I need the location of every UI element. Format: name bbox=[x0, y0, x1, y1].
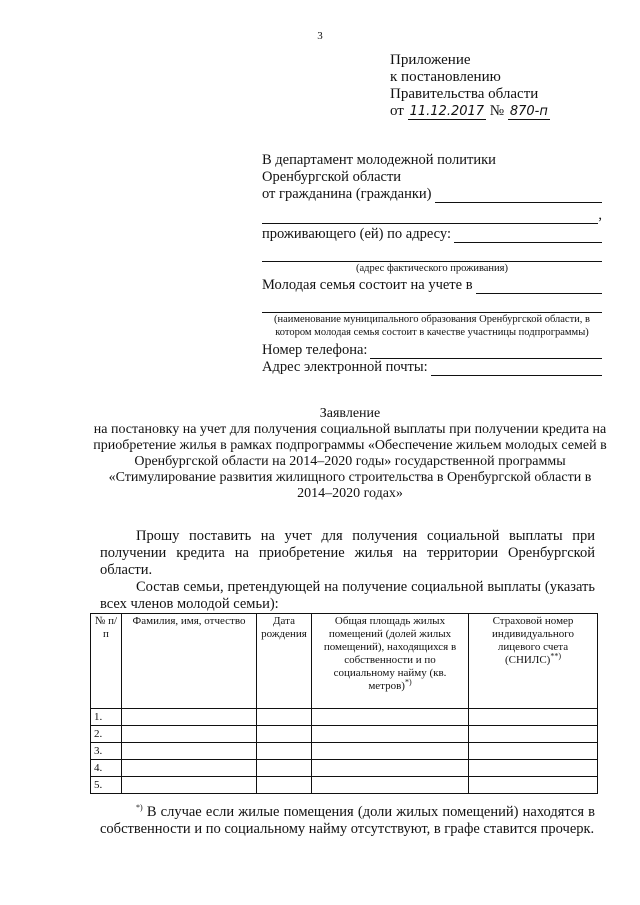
table-row bbox=[91, 726, 598, 743]
residence-label: проживающего (ей) по адресу: bbox=[262, 226, 451, 242]
row-number: 3. bbox=[91, 743, 122, 760]
email-row bbox=[262, 359, 602, 376]
cell-snils[interactable] bbox=[469, 743, 598, 760]
footnote-mark: *) bbox=[136, 803, 143, 813]
from-continuation-row bbox=[262, 207, 602, 224]
request-paragraph: Прошу поставить на учет для получения социальной выплаты при получении кредита на приобретение жилья на территории Оренбургской области. bbox=[100, 528, 595, 578]
annex-line-3: Правительства области bbox=[390, 86, 539, 102]
header-area bbox=[312, 614, 469, 709]
handwritten-date: 11.12.2017 bbox=[409, 104, 485, 119]
footnote bbox=[100, 804, 595, 838]
residence-row bbox=[262, 226, 602, 243]
from-field-continuation[interactable] bbox=[262, 210, 598, 224]
cell-name[interactable] bbox=[122, 777, 257, 794]
cell-name[interactable] bbox=[122, 726, 257, 743]
statement-heading bbox=[90, 406, 610, 502]
cell-snils[interactable] bbox=[469, 777, 598, 794]
residence-field-continuation[interactable] bbox=[262, 247, 602, 262]
cell-birth[interactable] bbox=[257, 726, 312, 743]
cell-birth[interactable] bbox=[257, 760, 312, 777]
addressee-line-1: В департамент молодежной политики bbox=[262, 152, 496, 168]
row-number: 1. bbox=[91, 709, 122, 726]
handwritten-number: 870-п bbox=[509, 104, 548, 119]
annex-block bbox=[390, 52, 550, 120]
header-snils-mark: **) bbox=[550, 651, 562, 661]
header-num: № п/п bbox=[91, 614, 122, 709]
annex-line-2: к постановлению bbox=[390, 69, 501, 85]
table-row bbox=[91, 777, 598, 794]
statement-title: Заявление bbox=[319, 406, 381, 421]
phone-label: Номер телефона: bbox=[262, 342, 368, 358]
header-snils-text: Страховой номер индивидуального лицевого счета (СНИЛС) bbox=[492, 615, 574, 666]
cell-snils[interactable] bbox=[469, 709, 598, 726]
statement-subtitle: на постановку на учет для получения социальной выплаты при получении кредита на приобретение жилья в рамках подпрограммы «Обеспечение жильем молодых семей в Оренбургской области на 2014–2020 годы» государственной программы «Стимулирование развития жилищного строительства в Оренбургской области в 2014–2020 годах» bbox=[93, 422, 607, 501]
cell-name[interactable] bbox=[122, 709, 257, 726]
from-label: от гражданина (гражданки) bbox=[262, 186, 432, 202]
from-row bbox=[262, 186, 602, 203]
header-birth: Дата рождения bbox=[257, 614, 312, 709]
table-row bbox=[91, 760, 598, 777]
family-members-table bbox=[90, 613, 598, 794]
header-snils bbox=[469, 614, 598, 709]
registered-label: Молодая семья состоит на учете в bbox=[262, 277, 473, 293]
page-number: 3 bbox=[317, 30, 323, 42]
header-area-text: Общая площадь жилых помещений (долей жилых помещений), находящихся в собственности и по социальному найму (кв. метров) bbox=[323, 615, 457, 692]
cell-birth[interactable] bbox=[257, 743, 312, 760]
cell-birth[interactable] bbox=[257, 777, 312, 794]
cell-name[interactable] bbox=[122, 760, 257, 777]
family-composition-paragraph: Состав семьи, претендующей на получение социальной выплаты (указать всех членов молодой семьи): bbox=[100, 579, 595, 612]
cell-snils[interactable] bbox=[469, 726, 598, 743]
comma: , bbox=[598, 207, 602, 223]
header-area-mark: *) bbox=[404, 677, 412, 687]
cell-area[interactable] bbox=[312, 743, 469, 760]
from-field[interactable] bbox=[435, 189, 602, 203]
annex-date-line bbox=[390, 103, 550, 120]
row-number: 5. bbox=[91, 777, 122, 794]
table-row bbox=[91, 709, 598, 726]
cell-name[interactable] bbox=[122, 743, 257, 760]
residence-note: (адрес фактического проживания) bbox=[356, 263, 508, 274]
number-prefix: № bbox=[489, 103, 505, 119]
date-prefix: от bbox=[390, 103, 404, 119]
municipality-field[interactable] bbox=[262, 298, 602, 313]
addressee-line-2: Оренбургской области bbox=[262, 169, 402, 185]
email-label: Адрес электронной почты: bbox=[262, 359, 428, 375]
registered-row bbox=[262, 277, 602, 294]
phone-row bbox=[262, 342, 602, 359]
municipality-note: (наименование муниципального образования Оренбургской области, в котором молодая семья состоит в качестве участницы подпрограммы) bbox=[273, 314, 591, 338]
annex-line-1: Приложение bbox=[390, 52, 471, 68]
cell-snils[interactable] bbox=[469, 760, 598, 777]
cell-birth[interactable] bbox=[257, 709, 312, 726]
addressee-block bbox=[262, 152, 602, 376]
phone-field[interactable] bbox=[370, 345, 602, 359]
residence-field[interactable] bbox=[454, 229, 602, 243]
cell-area[interactable] bbox=[312, 726, 469, 743]
registered-field[interactable] bbox=[476, 280, 602, 294]
cell-area[interactable] bbox=[312, 777, 469, 794]
footnote-text: В случае если жилые помещения (доли жилых помещений) находятся в собственности и по социальному найму отсутствуют, в графе ставится прочерк. bbox=[100, 804, 596, 837]
table-row bbox=[91, 743, 598, 760]
cell-area[interactable] bbox=[312, 760, 469, 777]
row-number: 4. bbox=[91, 760, 122, 777]
cell-area[interactable] bbox=[312, 709, 469, 726]
row-number: 2. bbox=[91, 726, 122, 743]
table-header-row bbox=[91, 614, 598, 709]
header-name: Фамилия, имя, отчество bbox=[122, 614, 257, 709]
email-field[interactable] bbox=[431, 362, 602, 376]
